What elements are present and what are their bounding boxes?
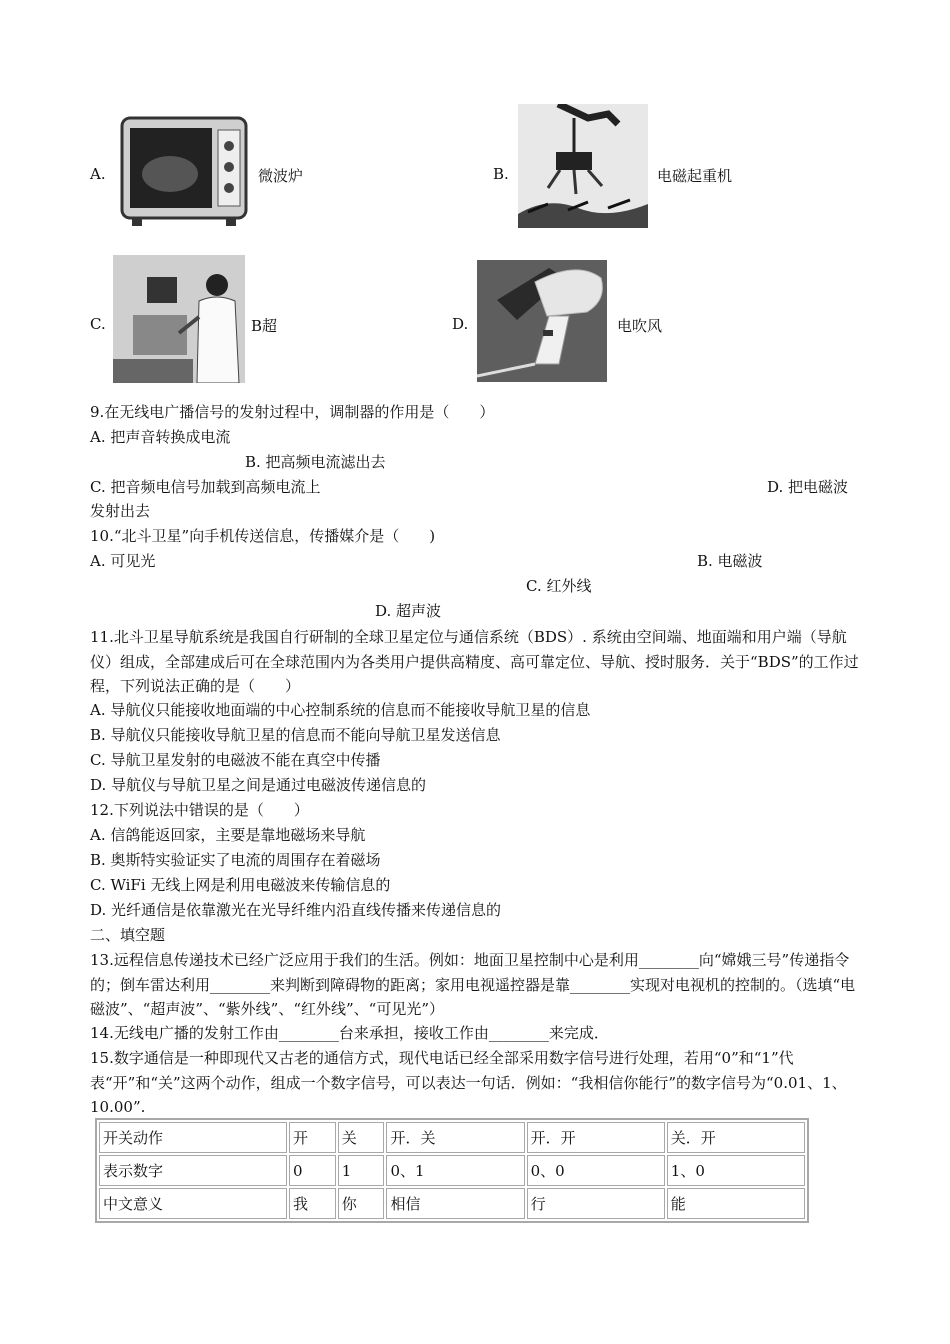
q11-option-d: D. 导航仪与导航卫星之间是通过电磁波传递信息的 xyxy=(90,776,427,794)
q12-option-d: D. 光纤通信是依靠激光在光导纤维内沿直线传播来传递信息的 xyxy=(90,901,502,919)
q15-text: 15.数字通信是一种即现代又古老的通信方式，现代电话已经全部采用数字信号进行处理，若用“0”和“1”代表“开”和“关”这两个动作，组成一个数字信号，可以表达一句话．例如：“我相信你能行”的数字信号为“0.01、1、10.00”. xyxy=(90,1049,847,1116)
q10-option-c: C. 红外线 xyxy=(526,577,592,595)
option-d-letter: D. xyxy=(452,315,469,333)
table-cell: 开．开 xyxy=(527,1122,665,1153)
table-cell: 我 xyxy=(289,1188,336,1219)
q11-option-c: C. 导航卫星发射的电磁波不能在真空中传播 xyxy=(90,751,381,769)
q10-option-d: D. 超声波 xyxy=(375,602,442,620)
table-cell: 0、1 xyxy=(386,1155,524,1186)
q12-option-c: C. WiFi 无线上网是利用电磁波来传输信息的 xyxy=(90,876,391,894)
option-b-caption: 电磁起重机 xyxy=(657,167,733,185)
option-a-caption: 微波炉 xyxy=(258,167,304,185)
microwave-oven-photo xyxy=(118,112,250,230)
q11-stem: 11.北斗卫星导航系统是我国自行研制的全球卫星定位与通信系统（BDS）. 系统由空间端、地面端和用户端（导航仪）组成，全部建成后可在全球范围内为各类用户提供高精度、高可靠定位、导航、授时服务．关于“BDS”的工作过程，下列说法正确的是（ ） xyxy=(90,628,859,695)
table-cell: 0 xyxy=(289,1155,336,1186)
q12-stem: 12.下列说法中错误的是（ ） xyxy=(90,801,309,819)
table-row xyxy=(99,1122,805,1153)
table-cell: 相信 xyxy=(386,1188,524,1219)
q10-option-a: A. 可见光 xyxy=(90,552,156,570)
table-cell: 行 xyxy=(527,1188,665,1219)
q12-option-a: A. 信鸽能返回家，主要是靠地磁场来导航 xyxy=(90,826,366,844)
b-ultrasound-photo xyxy=(113,255,245,383)
electromagnetic-crane-photo xyxy=(518,104,648,228)
q9-option-c: C. 把音频电信号加载到高频电流上 xyxy=(90,478,321,496)
table-cell: 你 xyxy=(338,1188,385,1219)
q11-option-b: B. 导航仪只能接收导航卫星的信息而不能向导航卫星发送信息 xyxy=(90,726,501,744)
hair-dryer-photo xyxy=(477,260,607,382)
option-a-letter: A. xyxy=(90,165,106,183)
table-cell: 表示数字 xyxy=(99,1155,287,1186)
option-c-letter: C. xyxy=(90,315,106,333)
q9-option-a: A. 把声音转换成电流 xyxy=(90,428,231,446)
table-cell: 中文意义 xyxy=(99,1188,287,1219)
q13-text: 13.远程信息传递技术已经广泛应用于我们的生活。例如：地面卫星控制中心是利用________向“嫦娥三号”传递指令的；倒车雷达利用________来判断到障碍物的距离；家用电视遥控器是靠________实现对电视机的控制的。（选填“电磁波”、“超声波”、“紫外线”、“红外线”、“可见光”） xyxy=(90,951,856,1018)
q11-option-a: A. 导航仪只能接收地面端的中心控制系统的信息而不能接收导航卫星的信息 xyxy=(90,701,591,719)
q12-option-b: B. 奥斯特实验证实了电流的周围存在着磁场 xyxy=(90,851,381,869)
q10-option-b: B. 电磁波 xyxy=(697,552,763,570)
option-c-caption: B超 xyxy=(251,317,278,335)
table-cell: 开关动作 xyxy=(99,1122,287,1153)
q10-stem: 10.“北斗卫星”向手机传送信息，传播媒介是（ ) xyxy=(90,527,436,545)
table-cell: 能 xyxy=(667,1188,805,1219)
table-row xyxy=(99,1155,805,1186)
table-cell: 开 xyxy=(289,1122,336,1153)
q14-text: 14.无线电广播的发射工作由________台来承担，接收工作由________来完成． xyxy=(90,1024,609,1042)
table-cell: 关 xyxy=(338,1122,385,1153)
table-row xyxy=(99,1188,805,1219)
q9-option-d: D. 把电磁波 xyxy=(767,478,849,496)
table-cell: 1、0 xyxy=(667,1155,805,1186)
section-heading-fill-in: 二、填空题 xyxy=(90,926,166,944)
table-cell: 开．关 xyxy=(386,1122,524,1153)
option-d-caption: 电吹风 xyxy=(617,317,663,335)
q9-option-d-cont: 发射出去 xyxy=(90,502,151,520)
table-cell: 1 xyxy=(338,1155,385,1186)
table-cell: 0、0 xyxy=(527,1155,665,1186)
q9-option-b: B. 把高频电流滤出去 xyxy=(245,453,386,471)
q9-stem: 9.在无线电广播信号的发射过程中，调制器的作用是（ ） xyxy=(90,403,495,421)
signal-table xyxy=(95,1118,809,1223)
option-b-letter: B. xyxy=(493,165,509,183)
table-cell: 关．开 xyxy=(667,1122,805,1153)
